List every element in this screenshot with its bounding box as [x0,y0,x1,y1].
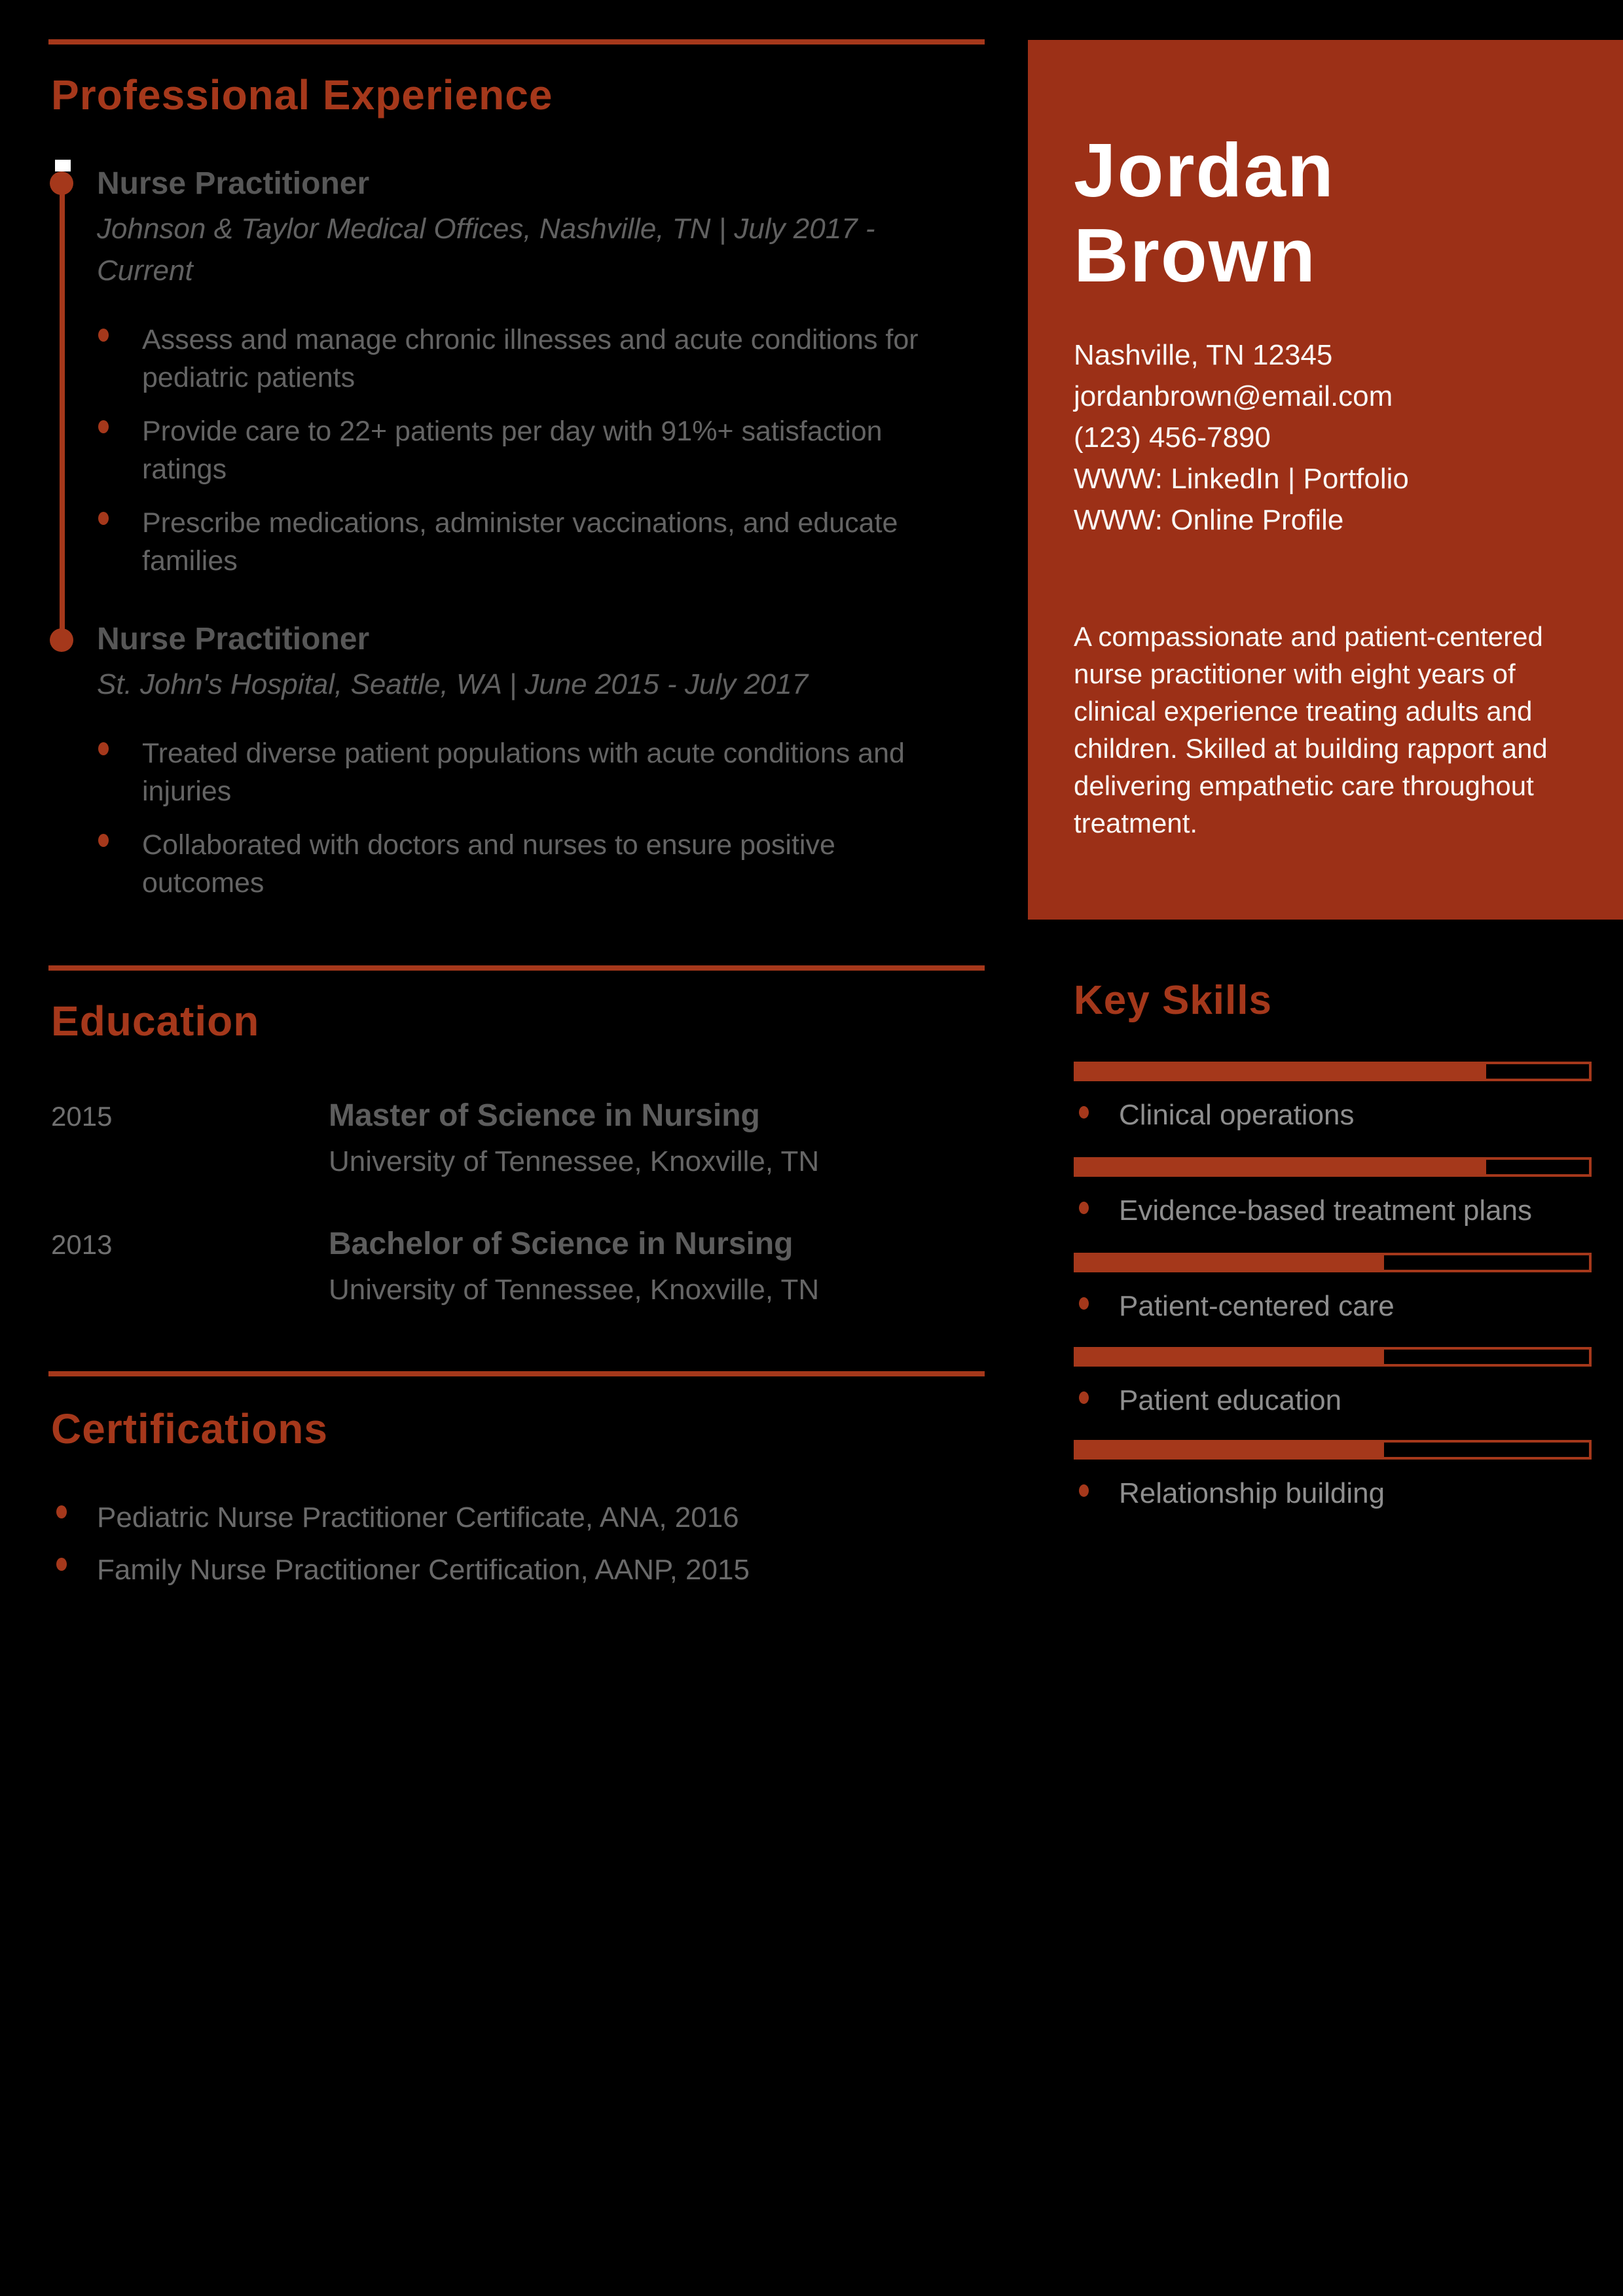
skill-bar [1074,1440,1592,1460]
education-detail [329,1098,983,1178]
timeline-node-icon [50,628,73,652]
skill-bar [1074,1253,1592,1272]
contact-email: jordanbrown@email.com [1074,380,1393,412]
skill-item [1074,1253,1586,1323]
job-entry [97,166,974,596]
job-role: Nurse Practitioner [97,166,370,201]
skill-bar [1074,1157,1592,1177]
contact-block [1074,334,1584,541]
bullet-dot-icon [1079,1391,1089,1404]
bullet-dot-icon [1079,1484,1089,1497]
bullet-dot-icon [98,742,109,755]
job-bullet [98,504,954,580]
education-year: 2015 [51,1101,113,1132]
job-bullet [98,321,954,397]
skill-bar-fill [1076,1064,1486,1079]
job-meta: St. John's Hospital, Seattle, WA | June 2015 - July 2017 [97,668,809,700]
contact-location: Nashville, TN 12345 [1074,339,1333,371]
skill-bar-fill [1076,1443,1384,1457]
heading-key-skills: Key Skills [1074,978,1272,1023]
job-bullet [98,412,954,488]
skill-item [1074,1440,1586,1511]
timeline-rail [60,183,65,640]
bullet-dot-icon [1079,1297,1089,1310]
job-entry [97,622,974,918]
job-bullet-text: Prescribe medications, administer vaccinations, and educate families [142,507,898,577]
certification-text: Family Nurse Practitioner Certification, AANP, 2015 [97,1554,750,1586]
education-detail [329,1227,983,1306]
certification-item [51,1551,750,1589]
skill-label: Evidence-based treatment plans [1119,1194,1533,1227]
job-role: Nurse Practitioner [97,622,370,656]
timeline-node-icon [50,171,73,195]
person-name: Jordan Brown [1074,128,1335,298]
skill-bar-fill [1076,1350,1384,1364]
heading-certifications: Certifications [51,1405,328,1452]
contact-phone: (123) 456-7890 [1074,422,1271,454]
job-bullet-text: Treated diverse patient populations with acute conditions and injuries [142,738,905,807]
divider-experience [48,39,985,45]
timeline-start-square-icon [55,160,71,171]
bullet-dot-icon [56,1505,67,1518]
job-meta: Johnson & Taylor Medical Offices, Nashville, TN | July 2017 - Current [97,213,875,287]
job-bullet-text: Provide care to 22+ patients per day with 91%+ satisfaction ratings [142,416,883,485]
certification-item [51,1499,750,1537]
bullet-dot-icon [56,1558,67,1571]
skill-label: Clinical operations [1119,1099,1355,1131]
job-bullet [98,826,954,902]
education-year: 2013 [51,1229,113,1260]
skill-item [1074,1062,1586,1132]
skill-bar-fill [1076,1160,1486,1174]
skill-bar [1074,1062,1592,1081]
heading-professional-experience: Professional Experience [51,71,553,118]
heading-education: Education [51,997,260,1045]
job-bullet [98,734,954,810]
bullet-dot-icon [98,329,109,342]
skill-item [1074,1157,1586,1228]
contact-links: WWW: LinkedIn | Portfolio [1074,463,1409,495]
bullet-dot-icon [1079,1202,1089,1214]
bullet-dot-icon [98,420,109,433]
contact-profile: WWW: Online Profile [1074,504,1344,536]
job-bullet-text: Assess and manage chronic illnesses and acute conditions for pediatric patients [142,324,919,393]
skill-bar-fill [1076,1255,1384,1270]
certification-text: Pediatric Nurse Practitioner Certificate, ANA, 2016 [97,1501,739,1534]
skill-label: Patient education [1119,1384,1342,1416]
education-school: University of Tennessee, Knoxville, TN [329,1274,820,1306]
bullet-dot-icon [98,512,109,525]
sidebar-panel [1028,40,1623,920]
skill-item [1074,1347,1586,1418]
education-degree: Bachelor of Science in Nursing [329,1227,793,1261]
education-degree: Master of Science in Nursing [329,1098,760,1133]
certification-list [51,1499,750,1604]
bullet-dot-icon [98,834,109,847]
professional-summary: A compassionate and patient-centered nurse practitioner with eight years of clinical experience treating adults and children. Skilled at building rapport and delivering empathetic care throughout treatment. [1074,621,1548,838]
bullet-dot-icon [1079,1106,1089,1119]
skill-bar [1074,1347,1592,1367]
divider-education [48,965,985,971]
job-bullet-text: Collaborated with doctors and nurses to ensure positive outcomes [142,829,835,899]
skill-label: Patient-centered care [1119,1290,1395,1322]
job-bullet-list [98,321,974,580]
job-bullet-list [98,734,974,902]
skill-label: Relationship building [1119,1477,1385,1509]
education-school: University of Tennessee, Knoxville, TN [329,1145,820,1177]
divider-certifications [48,1371,985,1376]
